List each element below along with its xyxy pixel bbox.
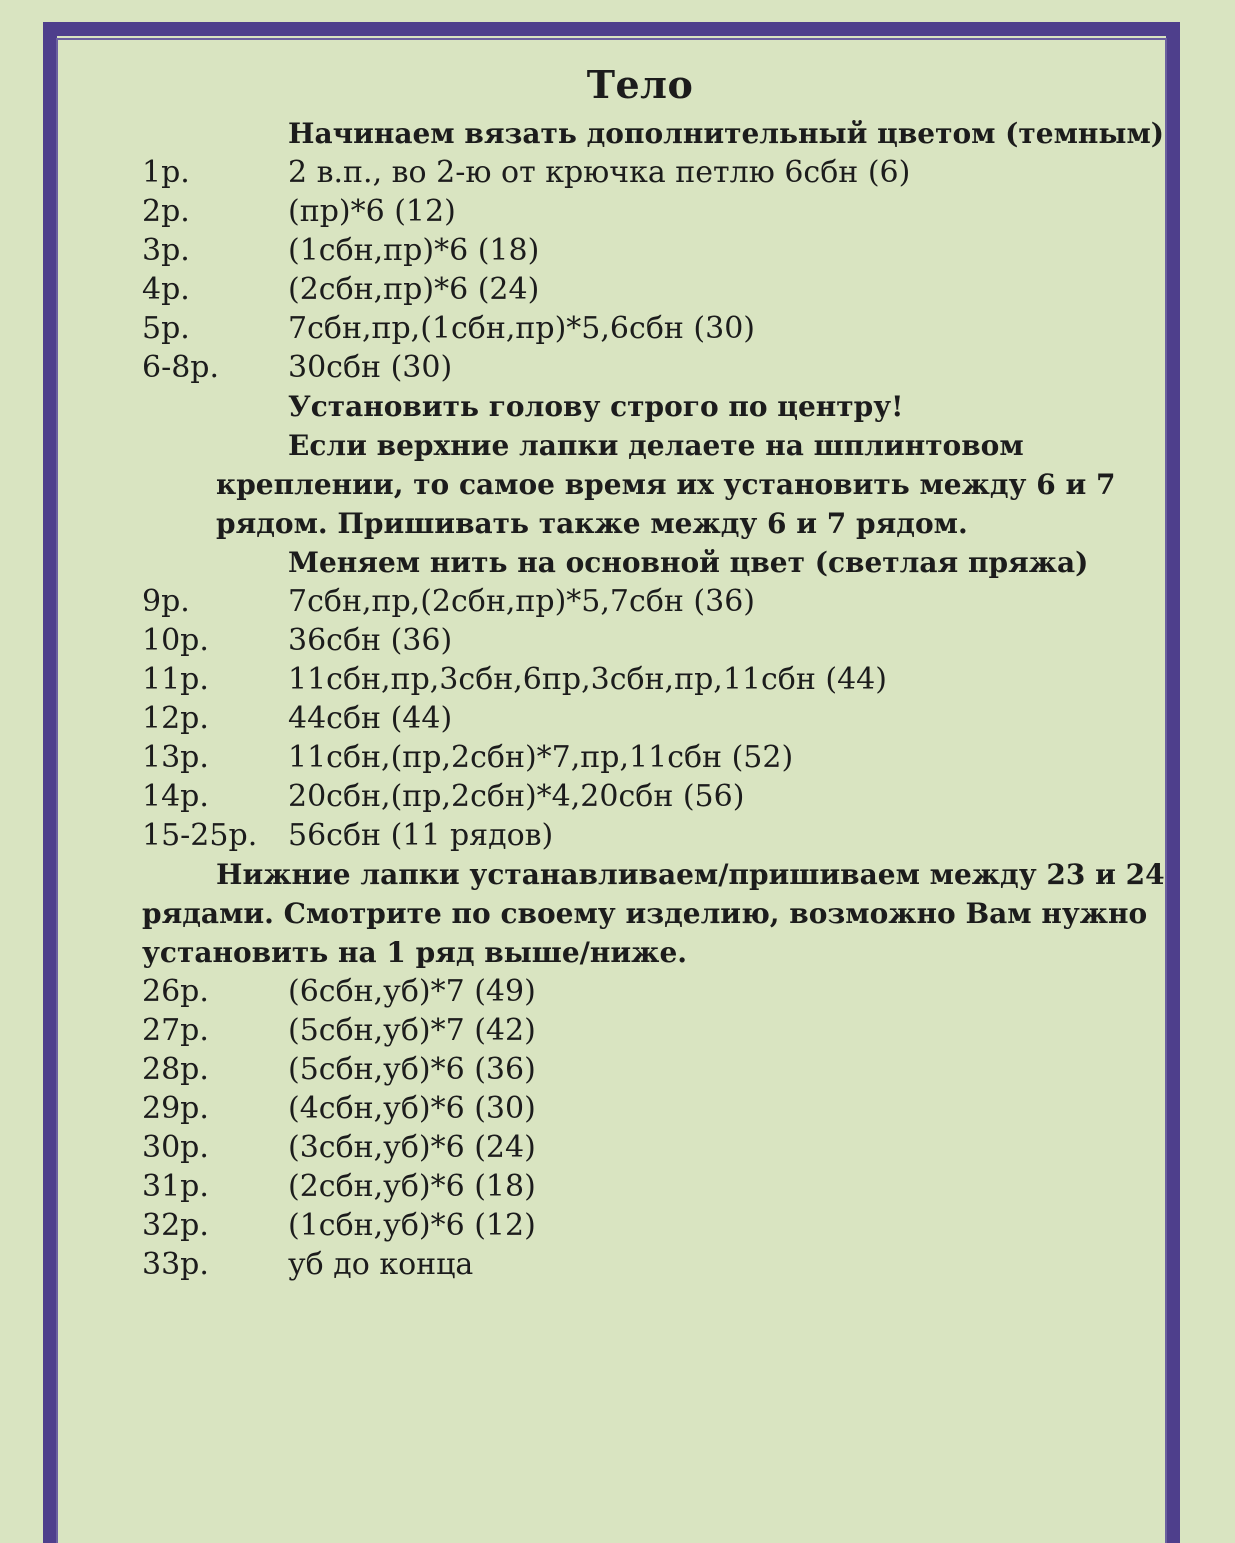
row-number: 4р. <box>142 272 190 307</box>
row-instruction: (1сбн,пр)*6 (18) <box>288 233 540 268</box>
note-head-center: Установить голову строго по центру! <box>288 390 904 423</box>
row-instruction: (1сбн,уб)*6 (12) <box>288 1208 536 1243</box>
row-instruction: 56сбн (11 рядов) <box>288 818 554 853</box>
row-instruction: (6сбн,уб)*7 (49) <box>288 974 536 1009</box>
row-number: 27р. <box>142 1013 209 1048</box>
row-number: 12р. <box>142 701 209 736</box>
row-instruction: 30сбн (30) <box>288 350 453 385</box>
row-instruction: уб до конца <box>288 1247 474 1282</box>
row-number: 32р. <box>142 1208 209 1243</box>
note-lower-paws-line: установить на 1 ряд выше/ниже. <box>142 936 688 969</box>
row-number: 11р. <box>142 662 209 697</box>
intro-text: Начинаем вязать дополнительный цветом (темным) <box>288 117 1165 150</box>
row-number: 5р. <box>142 311 190 346</box>
row-instruction: 2 в.п., во 2-ю от крючка петлю 6сбн (6) <box>288 155 911 190</box>
row-instruction: 11сбн,пр,3сбн,6пр,3сбн,пр,11сбн (44) <box>288 662 887 697</box>
row-instruction: 20сбн,(пр,2сбн)*4,20сбн (56) <box>288 779 745 814</box>
row-instruction: (5сбн,уб)*7 (42) <box>288 1013 536 1048</box>
row-instruction: (4сбн,уб)*6 (30) <box>288 1091 536 1126</box>
row-number: 3р. <box>142 233 190 268</box>
note-paws-line: креплении, то самое время их установить между 6 и 7 <box>216 468 1116 501</box>
note-color-change: Меняем нить на основной цвет (светлая пряжа) <box>288 546 1089 579</box>
row-number: 2р. <box>142 194 190 229</box>
note-lower-paws-line: рядами. Смотрите по своему изделию, возможно Вам нужно <box>142 897 1148 930</box>
note-lower-paws-line: Нижние лапки устанавливаем/пришиваем между 23 и 24 <box>216 858 1165 891</box>
row-number: 9р. <box>142 584 190 619</box>
row-number: 28р. <box>142 1052 209 1087</box>
row-number: 30р. <box>142 1130 209 1165</box>
row-number: 31р. <box>142 1169 209 1204</box>
row-instruction: 7сбн,пр,(1сбн,пр)*5,6сбн (30) <box>288 311 755 346</box>
row-instruction: 36сбн (36) <box>288 623 453 658</box>
row-number: 1р. <box>142 155 190 190</box>
page-title: Тело <box>586 62 694 107</box>
row-instruction: (2сбн,уб)*6 (18) <box>288 1169 536 1204</box>
row-number: 10р. <box>142 623 209 658</box>
row-number: 15-25р. <box>142 818 258 853</box>
row-instruction: 7сбн,пр,(2сбн,пр)*5,7сбн (36) <box>288 584 755 619</box>
row-instruction: (пр)*6 (12) <box>288 194 456 229</box>
row-number: 33р. <box>142 1247 209 1282</box>
note-paws-line: Если верхние лапки делаете на шплинтовом <box>288 429 1024 462</box>
row-instruction: (2сбн,пр)*6 (24) <box>288 272 540 307</box>
row-instruction: (5сбн,уб)*6 (36) <box>288 1052 536 1087</box>
row-number: 29р. <box>142 1091 209 1126</box>
row-instruction: 11сбн,(пр,2сбн)*7,пр,11сбн (52) <box>288 740 794 775</box>
note-paws-line: рядом. Пришивать также между 6 и 7 рядом. <box>216 507 968 540</box>
row-number: 6-8р. <box>142 350 220 385</box>
row-number: 26р. <box>142 974 209 1009</box>
row-instruction: 44сбн (44) <box>288 701 453 736</box>
row-instruction: (3сбн,уб)*6 (24) <box>288 1130 536 1165</box>
row-number: 13р. <box>142 740 209 775</box>
row-number: 14р. <box>142 779 209 814</box>
